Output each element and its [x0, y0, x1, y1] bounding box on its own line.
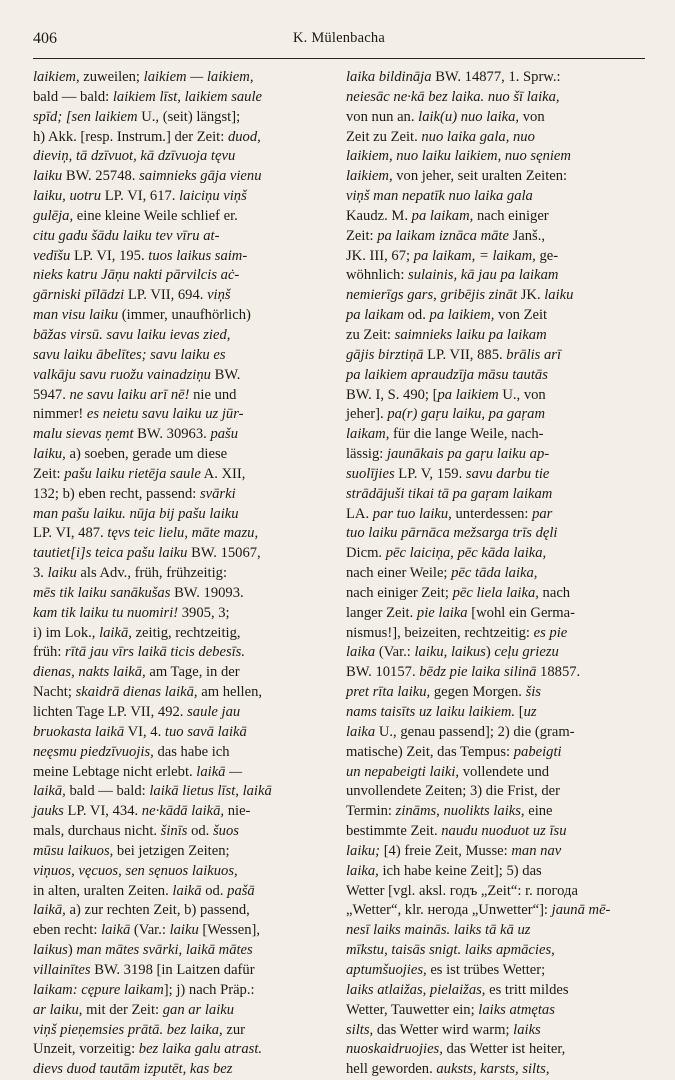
- text-line: bald — bald: laikiem līst, laikiem saule: [33, 88, 263, 105]
- text-line: neęsmu piedzīvuojis, das habe ich: [33, 743, 230, 760]
- text-line: bestimmte Zeit. naudu nuoduot uz īsu: [346, 823, 567, 840]
- text-line: Zeit: pašu laiku rietēja saule A. XII,: [33, 465, 246, 482]
- text-line: laika, ich habe keine Zeit]; 5) das: [346, 862, 542, 879]
- text-line: Termin: zināms, nuolikts laiks, eine: [346, 803, 553, 820]
- text-line: 3. laiku als Adv., früh, frühzeitig:: [33, 565, 228, 582]
- text-line: laikus) man mātes svārki, laikā mātes: [33, 942, 253, 959]
- text-line: nismus!], beizeiten, rechtzeitig: es pie: [346, 624, 568, 641]
- text-line: spīd; [sen laikiem U., (seit) längst];: [33, 108, 241, 125]
- text-line: kam tik laiku tu nuomiri! 3905, 3;: [33, 604, 230, 621]
- text-line: pa laikiem apraudzīja māsu tautās: [346, 366, 548, 383]
- text-line: malu sievas ņemt BW. 30963. pašu: [33, 426, 239, 443]
- running-head: K. Mülenbacha: [293, 30, 385, 46]
- text-line: früh: rītā jau vīrs laikā ticis debesīs.: [33, 644, 246, 661]
- text-line: JK. III, 67; pa laikam, = laikam, ge-: [346, 247, 559, 264]
- text-line: eben recht: laikā (Var.: laiku [Wessen],: [33, 922, 260, 939]
- page-number: 406: [33, 30, 57, 47]
- text-line: nimmer! es neietu savu laiku uz jūr-: [33, 406, 244, 423]
- text-line: h) Akk. [resp. Instrum.] der Zeit: duod,: [33, 128, 261, 145]
- text-line: viņš man nepatīk nuo laika gala: [346, 188, 533, 205]
- text-line: laika (Var.: laiku, laikus) ceļu griezu: [346, 644, 559, 661]
- text-line: neiesāc ne·kā bez laika. nuo šī laika,: [346, 88, 560, 105]
- text-line: Nacht; skaidrā dienas laikā, am hellen,: [33, 684, 263, 701]
- text-line: laika U., genau passend]; 2) die (gram-: [346, 723, 575, 740]
- text-line: BW. I, S. 490; [pa laikiem U., von: [346, 386, 546, 403]
- text-line: valkāju savu ruožu vainadziņu BW.: [33, 366, 241, 383]
- text-line: mūsu laikuos, bei jetzigen Zeiten;: [33, 842, 230, 859]
- text-line: „Wetter“, klr. негода „Unwetter“]: jaunā mē-: [346, 902, 611, 919]
- text-line: mīkstu, taisās snigt. laiks apmācies,: [346, 942, 555, 959]
- text-line: viņš pieņemsies prātā. bez laika, zur: [33, 1021, 245, 1038]
- text-line: 132; b) eben recht, passend: svārki: [33, 485, 236, 502]
- text-line: gārniski pīlādzi LP. VII, 694. viņš: [33, 287, 231, 304]
- text-line: nach einer Weile; pēc tāda laika,: [346, 565, 538, 582]
- text-line: Dicm. pēc laiciņa, pēc kāda laika,: [346, 545, 547, 562]
- text-line: Zeit: pa laikam iznāca māte Janš.,: [346, 227, 546, 244]
- text-line: lässig: jaunākais pa gaŗu laiku ap-: [346, 446, 550, 463]
- text-line: nuoskaidruojies, das Wetter ist heiter,: [346, 1041, 566, 1058]
- text-line: villainītes BW. 3198 [in Laitzen dafür: [33, 961, 255, 978]
- text-line: laiku; [4) freie Zeit, Musse: man nav: [346, 842, 562, 859]
- text-line: tautiet[i]s teica pašu laiku BW. 15067,: [33, 545, 261, 562]
- text-line: 5947. ne savu laiku arī nē! nie und: [33, 386, 237, 403]
- right-column: [346, 68, 642, 1080]
- text-line: LP. VI, 487. tęvs teic lielu, māte mazu,: [33, 525, 259, 542]
- text-line: bāžas virsū. savu laiku ievas zied,: [33, 326, 231, 343]
- text-line: von nun an. laik(u) nuo laika, von: [346, 108, 545, 125]
- text-line: jauks LP. VI, 434. ne·kādā laikā, nie-: [33, 803, 251, 820]
- text-line: laikiem, zuweilen; laikiem — laikiem,: [33, 69, 254, 85]
- text-line: unvollendete Zeiten; 3) die Frist, der: [346, 783, 560, 800]
- text-line: laiku, uotru LP. VI, 617. laiciņu viņš: [33, 188, 247, 205]
- text-line: dieviņ, tā dzīvuot, kā dzīvuoja tęvu: [33, 148, 236, 165]
- text-line: hell geworden. auksts, karsts, silts,: [346, 1061, 550, 1078]
- text-line: nemierīgs gars, gribējis zināt JK. laiku: [346, 287, 574, 304]
- text-line: Wetter [vgl. aksl. годъ „Zeit“: r. погода: [346, 882, 578, 899]
- text-line: jeher]. pa(r) gaŗu laiku, pa gaŗam: [346, 406, 546, 423]
- text-line: mals, durchaus nicht. šinīs od. šuos: [33, 823, 239, 840]
- left-column: [33, 68, 327, 1080]
- text-line: nams taisīts uz laiku laikiem. [uz: [346, 704, 537, 720]
- text-line: suolījies LP. V, 159. savu darbu tie: [346, 465, 550, 482]
- text-line: meine Lebtage nicht erlebt. laikā —: [33, 763, 243, 780]
- text-line: BW. 10157. bēdz pie laika silinā 18857.: [346, 664, 581, 681]
- text-line: tuo laiku pārnāca mežsarga trīs dęli: [346, 525, 558, 542]
- text-line: laiku BW. 25748. saimnieks gāja vienu: [33, 168, 262, 185]
- text-line: laikiem, von jeher, seit uralten Zeiten:: [346, 168, 568, 185]
- text-line: laikā, a) zur rechten Zeit, b) passend,: [33, 902, 250, 919]
- header-rule: [33, 58, 645, 59]
- text-line: langer Zeit. pie laika [wohl ein Germa-: [346, 604, 575, 621]
- text-line: laikam: cępure laikam]; j) nach Präp.:: [33, 981, 255, 998]
- text-line: nesī laiks mainās. laiks tā kā uz: [346, 922, 531, 939]
- text-line: savu laiku ābelītes; savu laiku es: [33, 346, 226, 363]
- text-line: un nepabeigti laiki, vollendete und: [346, 763, 550, 780]
- text-line: dienas, nakts laikā, am Tage, in der: [33, 664, 240, 681]
- text-line: LA. par tuo laiku, unterdessen: par: [346, 505, 553, 522]
- text-line: laikiem, nuo laiku laikiem, nuo sęniem: [346, 148, 571, 165]
- text-line: mēs tik laiku sanākušas BW. 19093.: [33, 584, 244, 601]
- text-line: vedīšu LP. VI, 195. tuos laikus saim-: [33, 247, 248, 264]
- text-line: pret rīta laiku, gegen Morgen. šis: [346, 684, 541, 701]
- text-line: wöhnlich: sulainis, kā jau pa laikam: [346, 267, 559, 284]
- text-line: laiks atlaižas, pielaižas, es tritt mildes: [346, 981, 569, 998]
- text-line: aptumšuojies, es ist trübes Wetter;: [346, 961, 546, 978]
- text-line: bruokasta laikā VI, 4. tuo savā laikā: [33, 723, 247, 740]
- text-line: man pašu laiku. nūja bij pašu laiku: [33, 505, 239, 522]
- text-line: matische) Zeit, das Tempus: pabeigti: [346, 743, 562, 760]
- text-line: strādājuši tikai tā pa gaŗam laikam: [346, 485, 553, 502]
- text-line: Wetter, Tauwetter ein; laiks atmętas: [346, 1001, 555, 1018]
- page-header: [33, 30, 645, 54]
- text-line: i) im Lok., laikā, zeitig, rechtzeitig,: [33, 624, 241, 641]
- text-line: gājis birztiņā LP. VII, 885. brālis arī: [346, 346, 562, 363]
- text-line: laikam, für die lange Weile, nach-: [346, 426, 544, 443]
- text-line: Unzeit, vorzeitig: bez laika galu atrast.: [33, 1041, 263, 1058]
- text-line: nach einiger Zeit; pēc liela laika, nach: [346, 584, 571, 601]
- text-line: man visu laiku (immer, unaufhörlich): [33, 307, 251, 324]
- text-line: dievs duod tautām izputēt, kas bez: [33, 1061, 233, 1078]
- text-line: pa laikam od. pa laikiem, von Zeit: [346, 307, 548, 324]
- text-line: in alten, uralten Zeiten. laikā od. pašā: [33, 882, 255, 899]
- text-line: ar laiku, mit der Zeit: gan ar laiku: [33, 1001, 235, 1018]
- text-line: laikā, bald — bald: laikā lietus līst, laikā: [33, 783, 272, 800]
- text-line: zu Zeit: saimnieks laiku pa laikam: [346, 326, 547, 343]
- text-line: nieks katru Jāņu nakti pārvilcis aċ-: [33, 267, 240, 284]
- text-line: gulēja, eine kleine Weile schlief er.: [33, 207, 238, 224]
- text-line: laiku, a) soeben, gerade um diese: [33, 446, 228, 463]
- text-line: viņuos, vęcuos, sen sęnuos laikuos,: [33, 862, 238, 879]
- text-line: Zeit zu Zeit. nuo laika gala, nuo: [346, 128, 535, 145]
- text-line: laika bildināja BW. 14877, 1. Sprw.:: [346, 69, 561, 85]
- text-line: silts, das Wetter wird warm; laiks: [346, 1021, 541, 1038]
- text-line: Kaudz. M. pa laikam, nach einiger: [346, 207, 549, 224]
- text-line: lichten Tage LP. VII, 492. saule jau: [33, 704, 241, 720]
- text-line: citu gadu šādu laiku tev vīru at-: [33, 227, 220, 244]
